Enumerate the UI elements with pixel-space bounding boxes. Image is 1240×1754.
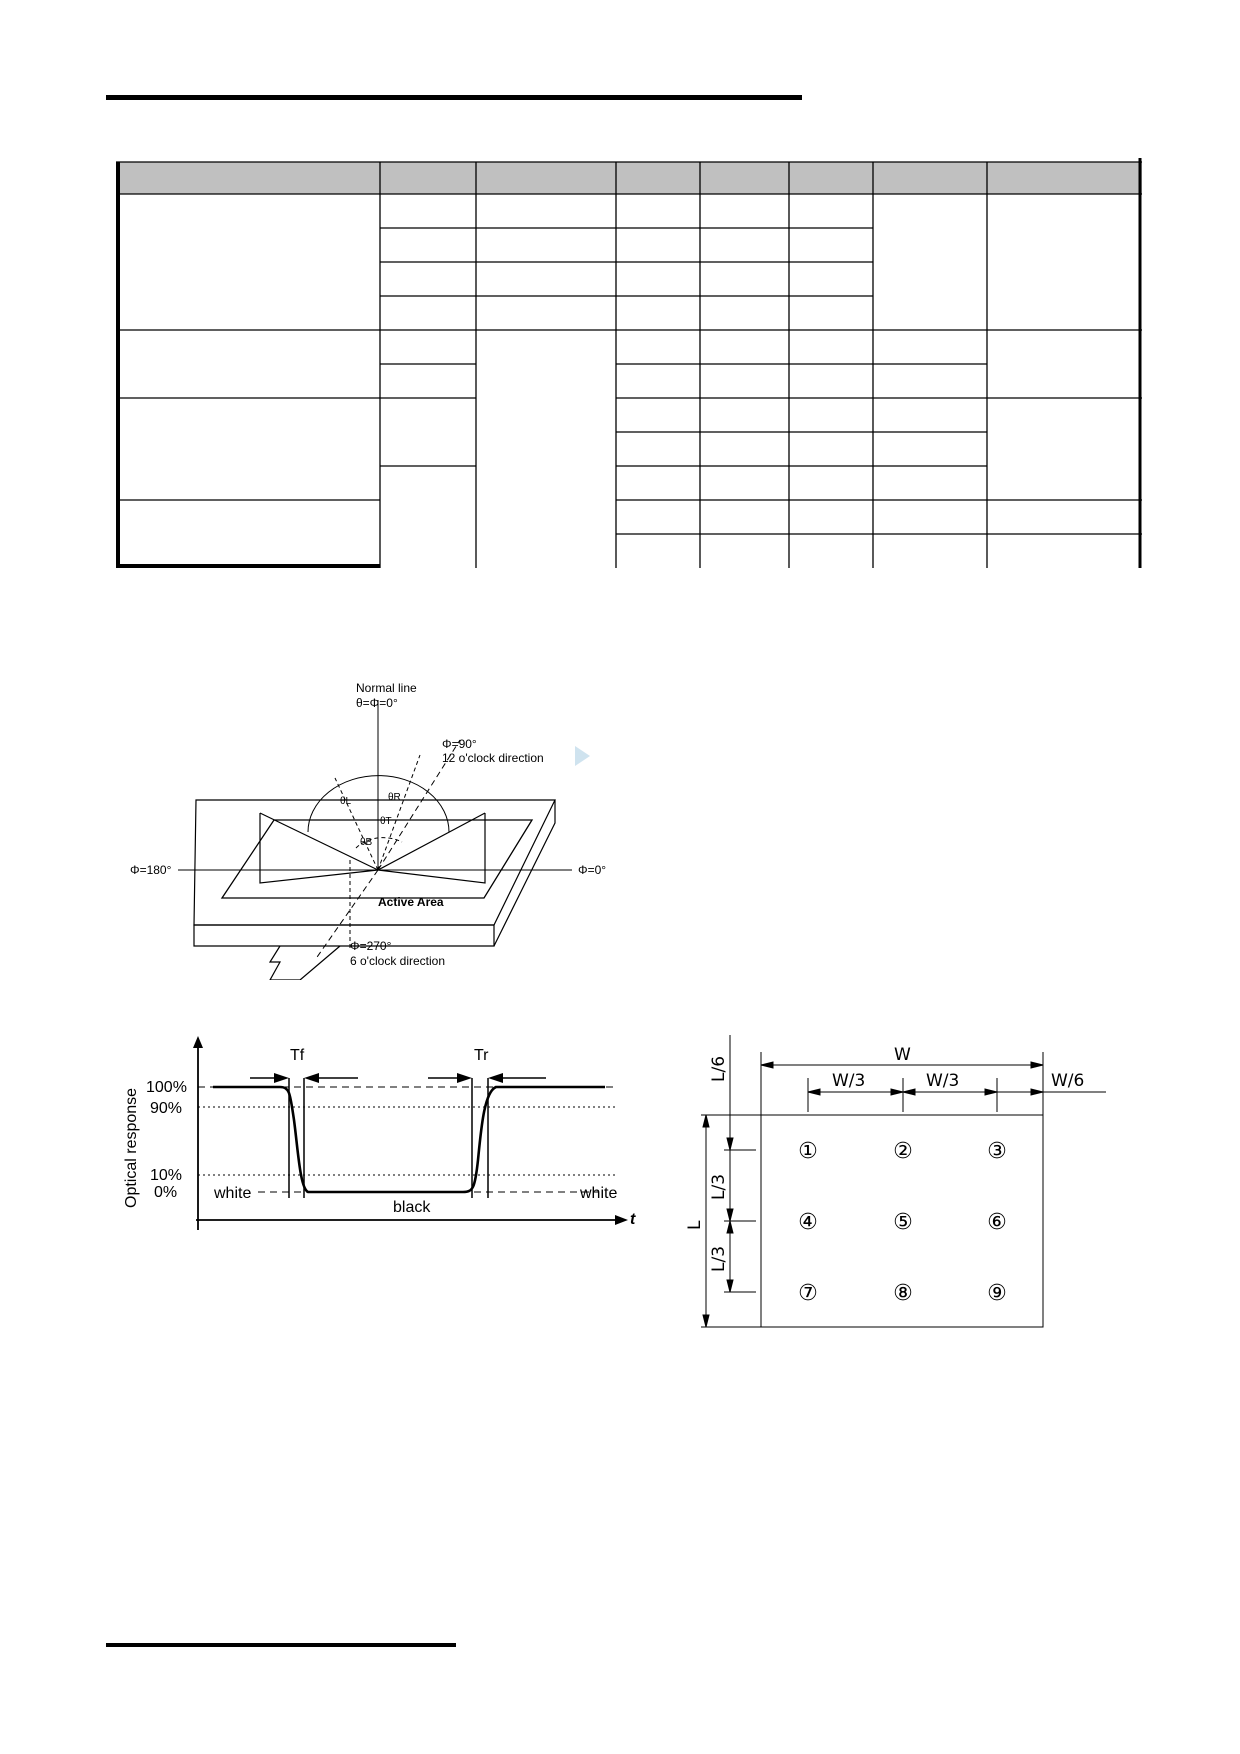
measure-point-8: ⑧: [893, 1281, 913, 1306]
spec-table: [116, 158, 1142, 568]
arrow-hint-icon: [575, 746, 590, 766]
theta-t-label: θT: [380, 816, 392, 827]
active-area-label: Active Area: [378, 895, 444, 909]
w-label: W: [894, 1045, 911, 1065]
p0-label: 0%: [154, 1184, 178, 1201]
theta-b-label: θB: [360, 837, 373, 848]
dir-270-label: Φ=270°: [350, 939, 392, 953]
dir-90-desc: 12 o'clock direction: [442, 751, 544, 765]
theta-r-label: θR: [388, 792, 401, 803]
axes: [178, 700, 572, 960]
p90-label: 90%: [150, 1100, 183, 1117]
white-left-label: white: [214, 1185, 252, 1202]
w3-a-label: W/3: [832, 1071, 866, 1091]
p100-label: 100%: [146, 1079, 187, 1096]
dir-270-desc: 6 o'clock direction: [350, 954, 446, 968]
y-axis-label: Optical response: [123, 1087, 140, 1208]
white-right-label: white: [580, 1185, 618, 1202]
bottom-rule: [106, 1643, 456, 1647]
l3-b-label: L/3: [709, 1245, 729, 1272]
viewing-angle-diagram: [120, 680, 620, 980]
dir-180-label: Φ=180°: [130, 863, 172, 877]
w3-b-label: W/3: [926, 1071, 960, 1091]
dir-0-label: Φ=0°: [578, 863, 607, 877]
p10-label: 10%: [150, 1167, 183, 1184]
measure-point-2: ②: [893, 1139, 913, 1164]
measure-point-4: ④: [798, 1210, 818, 1235]
measure-point-7: ⑦: [798, 1281, 818, 1306]
measure-point-6: ⑥: [987, 1210, 1007, 1235]
l3-a-label: L/3: [709, 1173, 729, 1200]
top-rule: [106, 95, 802, 100]
measure-point-3: ③: [987, 1139, 1007, 1164]
black-label: black: [393, 1199, 431, 1216]
l-label: L: [685, 1220, 705, 1230]
panel-slab: [194, 800, 555, 980]
t-axis-label: t: [630, 1211, 636, 1228]
measure-point-5: ⑤: [893, 1210, 913, 1235]
measuring-point-diagram: [676, 1030, 1116, 1342]
tf-label: Tf: [290, 1047, 305, 1064]
normal-angle-label: θ=Φ=0°: [356, 696, 398, 710]
l6-label: L/6: [709, 1055, 729, 1082]
dir-90-label: Φ=90°: [442, 737, 477, 751]
table-header-row: [116, 162, 1142, 194]
theta-l-label: θL: [340, 796, 352, 807]
response-curve: [213, 1087, 605, 1192]
response-time-diagram: [118, 1030, 638, 1240]
measure-point-9: ⑨: [987, 1281, 1007, 1306]
normal-line-label: Normal line: [356, 681, 417, 695]
w6-label: W/6: [1051, 1071, 1085, 1091]
measure-point-1: ①: [798, 1139, 818, 1164]
tr-label: Tr: [474, 1047, 489, 1064]
